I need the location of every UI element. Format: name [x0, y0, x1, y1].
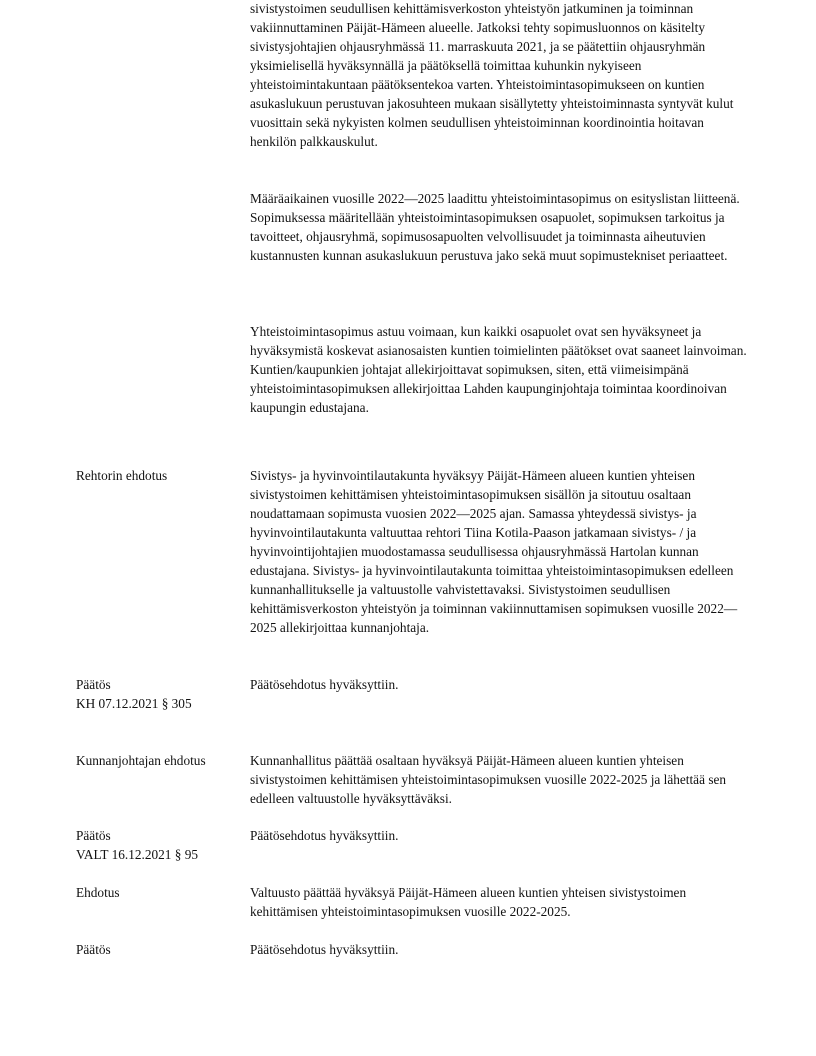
rehtori-proposal-text: Sivistys- ja hyvinvointilautakunta hyväksyy Päijät-Hämeen alueen kuntien yhteisen sivistystoimen kehittämisen yhteistoimintasopimuksen sisällön ja sitoutuu osaltaan noudattamaan sopimusta vuosien 2022—2025 ajan. Samassa yhteydessä sivistys- ja hyvinvointilautakunta valtuuttaa rehtori Tiina Kotila-Paason jatkamaan sivistys- / ja hyvinvointijohtajien muodostamassa seudullisessa ohjausryhmässä Hartolan kunnan edustajana. Sivistys- ja hyvinvointilautakunta toimittaa yhteistoimintasopimuksen edelleen kunnanhallitukselle ja valtuustolle vahvistettavaksi. Sivistystoimen seudullisen kehittämisverkoston yhteistyön ja toiminnan vakiinnuttamisen sopimuksen vuosille 2022—2025 allekirjoittaa kunnanjohtaja.	[250, 468, 738, 635]
council-proposal-text: Valtuusto päättää hyväksyä Päijät-Hämeen alueen kuntien yhteisen sivistystoimen kehittämisen yhteistoimintasopimuksen vuosille 2022-2025.	[250, 885, 687, 919]
decision-kh-text: Päätösehdotus hyväksyttiin.	[250, 677, 399, 692]
decision-kh-label: Päätös	[76, 677, 111, 692]
kunnanjohtaja-proposal-label: Kunnanjohtajan ehdotus	[76, 753, 206, 768]
decision-valt-reference: VALT 16.12.2021 § 95	[76, 847, 199, 862]
kunnanjohtaja-proposal-text: Kunnanhallitus päättää osaltaan hyväksyä Päijät-Hämeen alueen kuntien yhteisen sivistystoimen kehittämisen yhteistoimintasopimuksen vuosille 2022-2025 ja lähettää sen edelleen valtuustolle hyväksyttäväksi.	[250, 753, 727, 806]
intro-paragraph-3: Yhteistoimintasopimus astuu voimaan, kun kaikki osapuolet ovat sen hyväksyneet ja hyväksymistä koskevat asianosaisten kuntien toimielinten päätökset ovat saaneet lainvoiman. Kuntien/kaupunkien johtajat allekirjoittavat sopimuksen, siten, että viimeisimpänä yhteistoimintasopimuksen allekirjoittaa Lahden kaupunginjohtaja toimintaa koordinoivan kaupungin edustajana.	[250, 324, 747, 415]
intro-paragraph-2: Määräaikainen vuosille 2022—2025 laadittu yhteistoimintasopimus on esityslistan liitteenä. Sopimuksessa määritellään yhteistoimintasopimuksen osapuolet, sopimuksen tarkoitus ja tavoitteet, ohjausryhmä, sopimusosapuolten velvollisuudet ja toiminnasta aiheutuvien kustannusten kunnan asukaslukuun perustuva jako sekä muut sopimustekniset periaatteet.	[250, 191, 740, 263]
council-proposal-label: Ehdotus	[76, 885, 120, 900]
final-decision-label: Päätös	[76, 942, 111, 957]
decision-valt-label: Päätös	[76, 828, 111, 843]
decision-kh	[76, 675, 192, 713]
decision-kh-reference: KH 07.12.2021 § 305	[76, 696, 192, 711]
intro-paragraph-1: sivistystoimen seudullisen kehittämisverkoston yhteistyön jatkuminen ja toiminnan vakiinnuttaminen Päijät-Hämeen alueelle. Jatkoksi tehty sopimusluonnos on käsitelty sivistysjohtajien ohjausryhmässä 11. marraskuuta 2021, ja se päätettiin ohjausryhmän yksimielisellä hyväksynnällä ja päätöksellä toimittaa kuhunkin nykyiseen yhteistoimintakuntaan päätöksentekoa varten. Yhteistoimintasopimukseen on kuntien asukaslukuun perustuvan jakosuhteen mukaan sisällytetty yhteistoiminnasta syntyvät kulut vuosittain sekä nykyisten kolmen seudullisen yhteistoiminnan koordinointia hoitavan henkilön palkkauskulut.	[250, 1, 734, 149]
decision-valt-text: Päätösehdotus hyväksyttiin.	[250, 828, 399, 843]
final-decision-text: Päätösehdotus hyväksyttiin.	[250, 942, 399, 957]
decision-valt	[76, 826, 198, 864]
rehtori-proposal-label: Rehtorin ehdotus	[76, 468, 168, 483]
